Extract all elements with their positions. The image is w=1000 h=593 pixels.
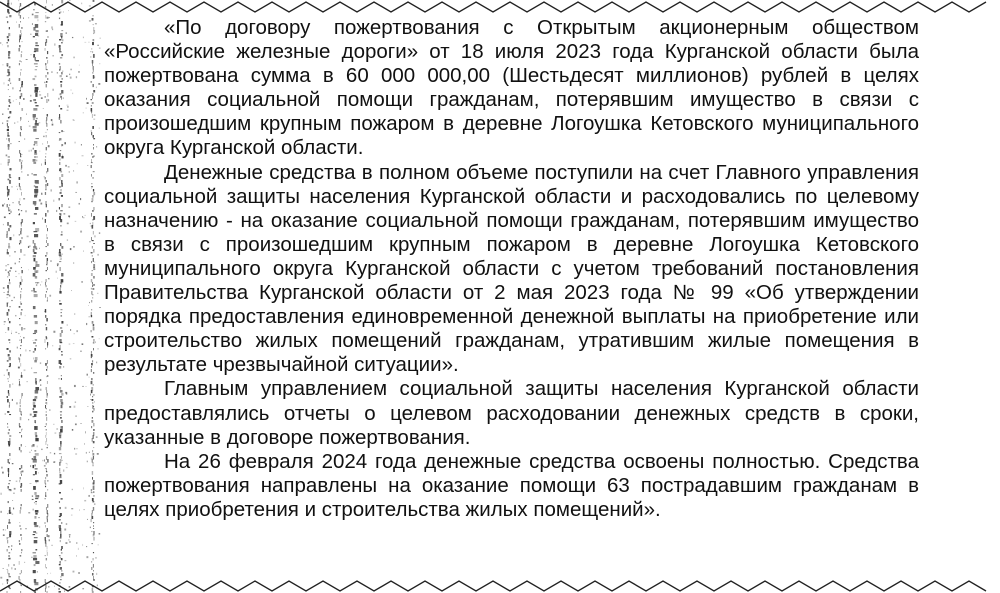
torn-bottom-edge: [0, 579, 1000, 593]
scan-noise-strip: [0, 0, 110, 593]
document-text: [104, 16, 919, 522]
paragraph-4: На 26 февраля 2024 года денежные средства освоены полностью. Средства пожертвования направлены на оказание помощи 63 пострадавшим гражданам в целях приобретения и строительства жилых помещений».: [104, 449, 919, 521]
torn-top-edge: [0, 0, 1000, 14]
paragraph-1: «По договору пожертвования с Открытым акционерным обществом «Российские железные дороги» от 18 июля 2023 года Курганской области была пожертвована сумма в 60 000 000,00 (Шестьдесят миллионов) рублей в целях оказания социальной помощи гражданам, потерявшим имущество в связи с произошедшим крупным пожаром в деревне Логоушка Кетовского муниципального округа Курганской области.: [104, 16, 919, 160]
paragraph-3: Главным управлением социальной защиты населения Курганской области предоставлялись отчеты о целевом расходовании денежных средств в сроки, указанные в договоре пожертвования.: [104, 377, 919, 449]
paragraph-2: Денежные средства в полном объеме поступили на счет Главного управления социальной защиты населения Курганской области и расходовались по целевому назначению - на оказание социальной помощи гражданам, потерявшим имущество в связи с произошедшим крупным пожаром в деревне Логоушка Кетовского муниципального округа Курганской области с учетом требований постановления Правительства Курганской области от 2 мая 2023 года № 99 «Об утверждении порядка предоставления единовременной денежной выплаты на приобретение или строительство жилых помещений гражданам, утратившим жилые помещения в результате чрезвычайной ситуации».: [104, 160, 919, 377]
